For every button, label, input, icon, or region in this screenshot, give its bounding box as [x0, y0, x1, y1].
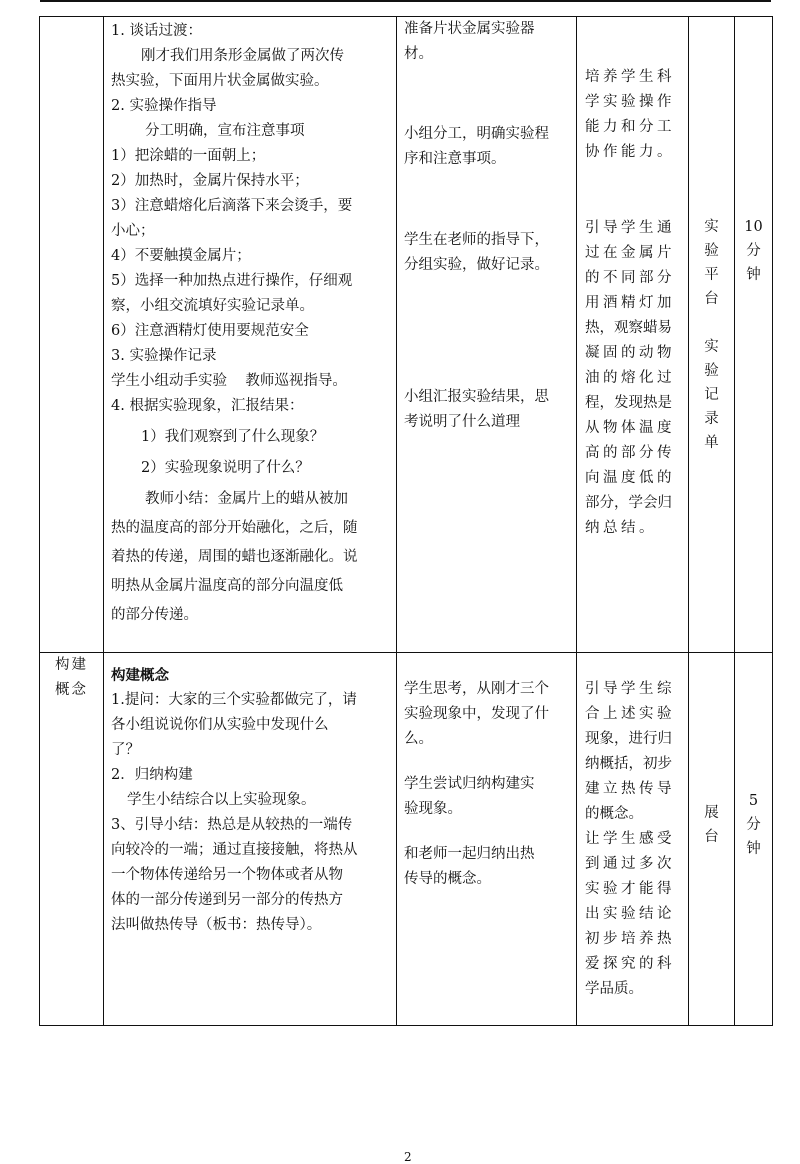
text-line: 凝固的动物 — [585, 345, 675, 361]
text-line: 分组实验，做好记录。 — [404, 257, 549, 273]
text-line: 法叫做热传导（板书：热传导）。 — [111, 917, 322, 933]
text-line: 热的温度高的部分开始融化，之后，随 — [111, 520, 358, 536]
media-cell — [689, 653, 735, 1026]
phase-cell — [40, 653, 104, 1026]
student-activity-cell — [397, 17, 577, 653]
text-line: 分 — [746, 817, 761, 833]
design-intent-cell — [577, 17, 689, 653]
text-line: 合上述实验 — [585, 706, 675, 722]
text-line: 着热的传递，周围的蜡也逐渐融化。说 — [111, 549, 358, 565]
text-line: 钟 — [746, 841, 761, 857]
text-line: 3、引导小结：热总是从较热的一端传 — [111, 817, 353, 833]
lesson-plan-table — [39, 16, 773, 1026]
text-line: 学品质。 — [585, 981, 643, 997]
text-line: 1）我们观察到了什么现象？ — [141, 429, 325, 445]
text-line: 明热从金属片温度高的部分向温度低 — [111, 578, 343, 594]
text-line: 部分，学会归 — [585, 495, 672, 511]
text-line: 3）注意蜡熔化后滴落下来会烫手，要 — [111, 198, 353, 214]
text-line: 台 — [704, 829, 719, 845]
text-line: 3. 实验操作记录 — [111, 348, 217, 364]
text-line: 1.提问：大家的三个实验都做完了，请 — [111, 692, 357, 708]
text-line: 体的一部分传递到另一部分的传热方 — [111, 892, 343, 908]
text-line: 验现象。 — [404, 801, 462, 817]
text-line: 实验现象中，发现了什 — [404, 706, 549, 722]
table-row — [40, 653, 773, 1026]
text-line: 小心； — [111, 223, 155, 239]
text-line: 纳概括，初步 — [585, 756, 672, 772]
text-line: 了？ — [111, 742, 140, 758]
text-line: 台 — [704, 291, 719, 307]
text-line: 热，观察蜡易 — [585, 320, 672, 336]
text-line: 爱探究的科 — [585, 956, 675, 972]
text-line: 一个物体传递给另一个物体或者从物 — [111, 867, 343, 883]
text-line: 学实验操作 — [585, 94, 675, 110]
media-cell — [689, 17, 735, 653]
text-line: 协作能力。 — [585, 144, 675, 160]
text-line: 2）实验现象说明了什么？ — [141, 460, 310, 476]
text-line: 向较冷的一端；通过直接接触，将热从 — [111, 842, 358, 858]
text-line: 过在金属片 — [585, 245, 675, 261]
text-line: 出实验结论 — [585, 906, 675, 922]
text-line: 刚才我们用条形金属做了两次传 — [141, 48, 344, 64]
text-line: 向温度低的 — [585, 470, 675, 486]
text-line: 学生在老师的指导下， — [404, 232, 549, 248]
text-line: 录 — [704, 411, 719, 427]
text-line: 单 — [704, 435, 719, 451]
text-line: 传导的概念。 — [404, 871, 491, 887]
text-line: 么。 — [404, 731, 433, 747]
section-heading: 构建概念 — [111, 667, 169, 684]
text-line: 引导学生通 — [585, 220, 675, 236]
text-line: 4）不要触摸金属片； — [111, 248, 251, 264]
text-line: 10 — [744, 219, 763, 235]
teacher-activity-cell — [104, 653, 397, 1026]
text-line: 学生小组动手实验 教师巡视指导。 — [111, 373, 347, 389]
table-row — [40, 17, 773, 653]
header-rule — [40, 0, 771, 2]
text-line: 现象，进行归 — [585, 731, 672, 747]
text-line: 实 — [704, 219, 719, 235]
text-line: 5 — [748, 793, 759, 809]
teacher-activity-cell — [104, 17, 397, 653]
text-line: 能力和分工 — [585, 119, 675, 135]
text-line: 序和注意事项。 — [404, 151, 506, 167]
design-intent-cell — [577, 653, 689, 1026]
text-line: 4. 根据实验现象，汇报结果： — [111, 398, 304, 414]
text-line: 验 — [704, 363, 719, 379]
text-line: 小组分工，明确实验程 — [404, 126, 549, 142]
text-line: 1）把涂蜡的一面朝上； — [111, 148, 266, 164]
text-line: 实 — [704, 339, 719, 355]
text-line: 从物体温度 — [585, 420, 675, 436]
student-activity-cell — [397, 653, 577, 1026]
text-line: 油的熔化过 — [585, 370, 675, 386]
text-line: 的不同部分 — [585, 270, 675, 286]
text-line: 5）选择一种加热点进行操作，仔细观 — [111, 273, 353, 289]
text-line: 分 — [746, 243, 761, 259]
text-line: 用酒精灯加 — [585, 295, 675, 311]
text-line: 高的部分传 — [585, 445, 675, 461]
text-line: 引导学生综 — [585, 681, 675, 697]
text-line: 察，小组交流填好实验记录单。 — [111, 298, 314, 314]
text-line: 2．归纳构建 — [111, 767, 193, 783]
text-line: 各小组说说你们从实验中发现什么 — [111, 717, 329, 733]
text-line: 6）注意酒精灯使用要规范安全 — [111, 323, 309, 339]
text-line: 到通过多次 — [585, 856, 675, 872]
text-line: 实验才能得 — [585, 881, 675, 897]
text-line: 学生小结综合以上实验现象。 — [127, 792, 316, 808]
phase-cell — [40, 17, 104, 653]
phase-label: 构建概念 — [55, 657, 88, 698]
time-cell — [735, 17, 773, 653]
page-number: 2 — [404, 1150, 412, 1164]
text-line: 程，发现热是 — [585, 395, 672, 411]
text-line: 教师小结：金属片上的蜡从被加 — [145, 491, 348, 507]
text-line: 学生尝试归纳构建实 — [404, 776, 535, 792]
text-line: 的概念。 — [585, 806, 643, 822]
text-line: 学生思考，从刚才三个 — [404, 681, 549, 697]
text-line: 初步培养热 — [585, 931, 675, 947]
text-line: 的部分传递。 — [111, 607, 198, 623]
text-line: 展 — [704, 805, 719, 821]
text-line: 培养学生科 — [585, 69, 675, 85]
time-cell — [735, 653, 773, 1026]
text-line: 考说明了什么道理 — [404, 414, 520, 430]
text-line: 2. 实验操作指导 — [111, 98, 217, 114]
text-line: 平 — [704, 267, 719, 283]
text-line: 记 — [704, 387, 719, 403]
text-line: 建立热传导 — [585, 781, 675, 797]
text-line: 纳总结。 — [585, 520, 657, 536]
text-line: 热实验，下面用片状金属做实验。 — [111, 73, 329, 89]
text-line: 材。 — [404, 46, 433, 62]
text-line: 钟 — [746, 267, 761, 283]
text-line: 让学生感受 — [585, 831, 675, 847]
text-line: 准备片状金属实验器 — [404, 21, 535, 37]
text-line: 1. 谈话过渡： — [111, 23, 202, 39]
text-line: 验 — [704, 243, 719, 259]
text-line: 小组汇报实验结果，思 — [404, 389, 549, 405]
text-line: 2）加热时，金属片保持水平； — [111, 173, 309, 189]
text-line: 和老师一起归纳出热 — [404, 846, 535, 862]
text-line — [701, 311, 723, 335]
text-line: 分工明确，宣布注意事项 — [145, 123, 305, 139]
